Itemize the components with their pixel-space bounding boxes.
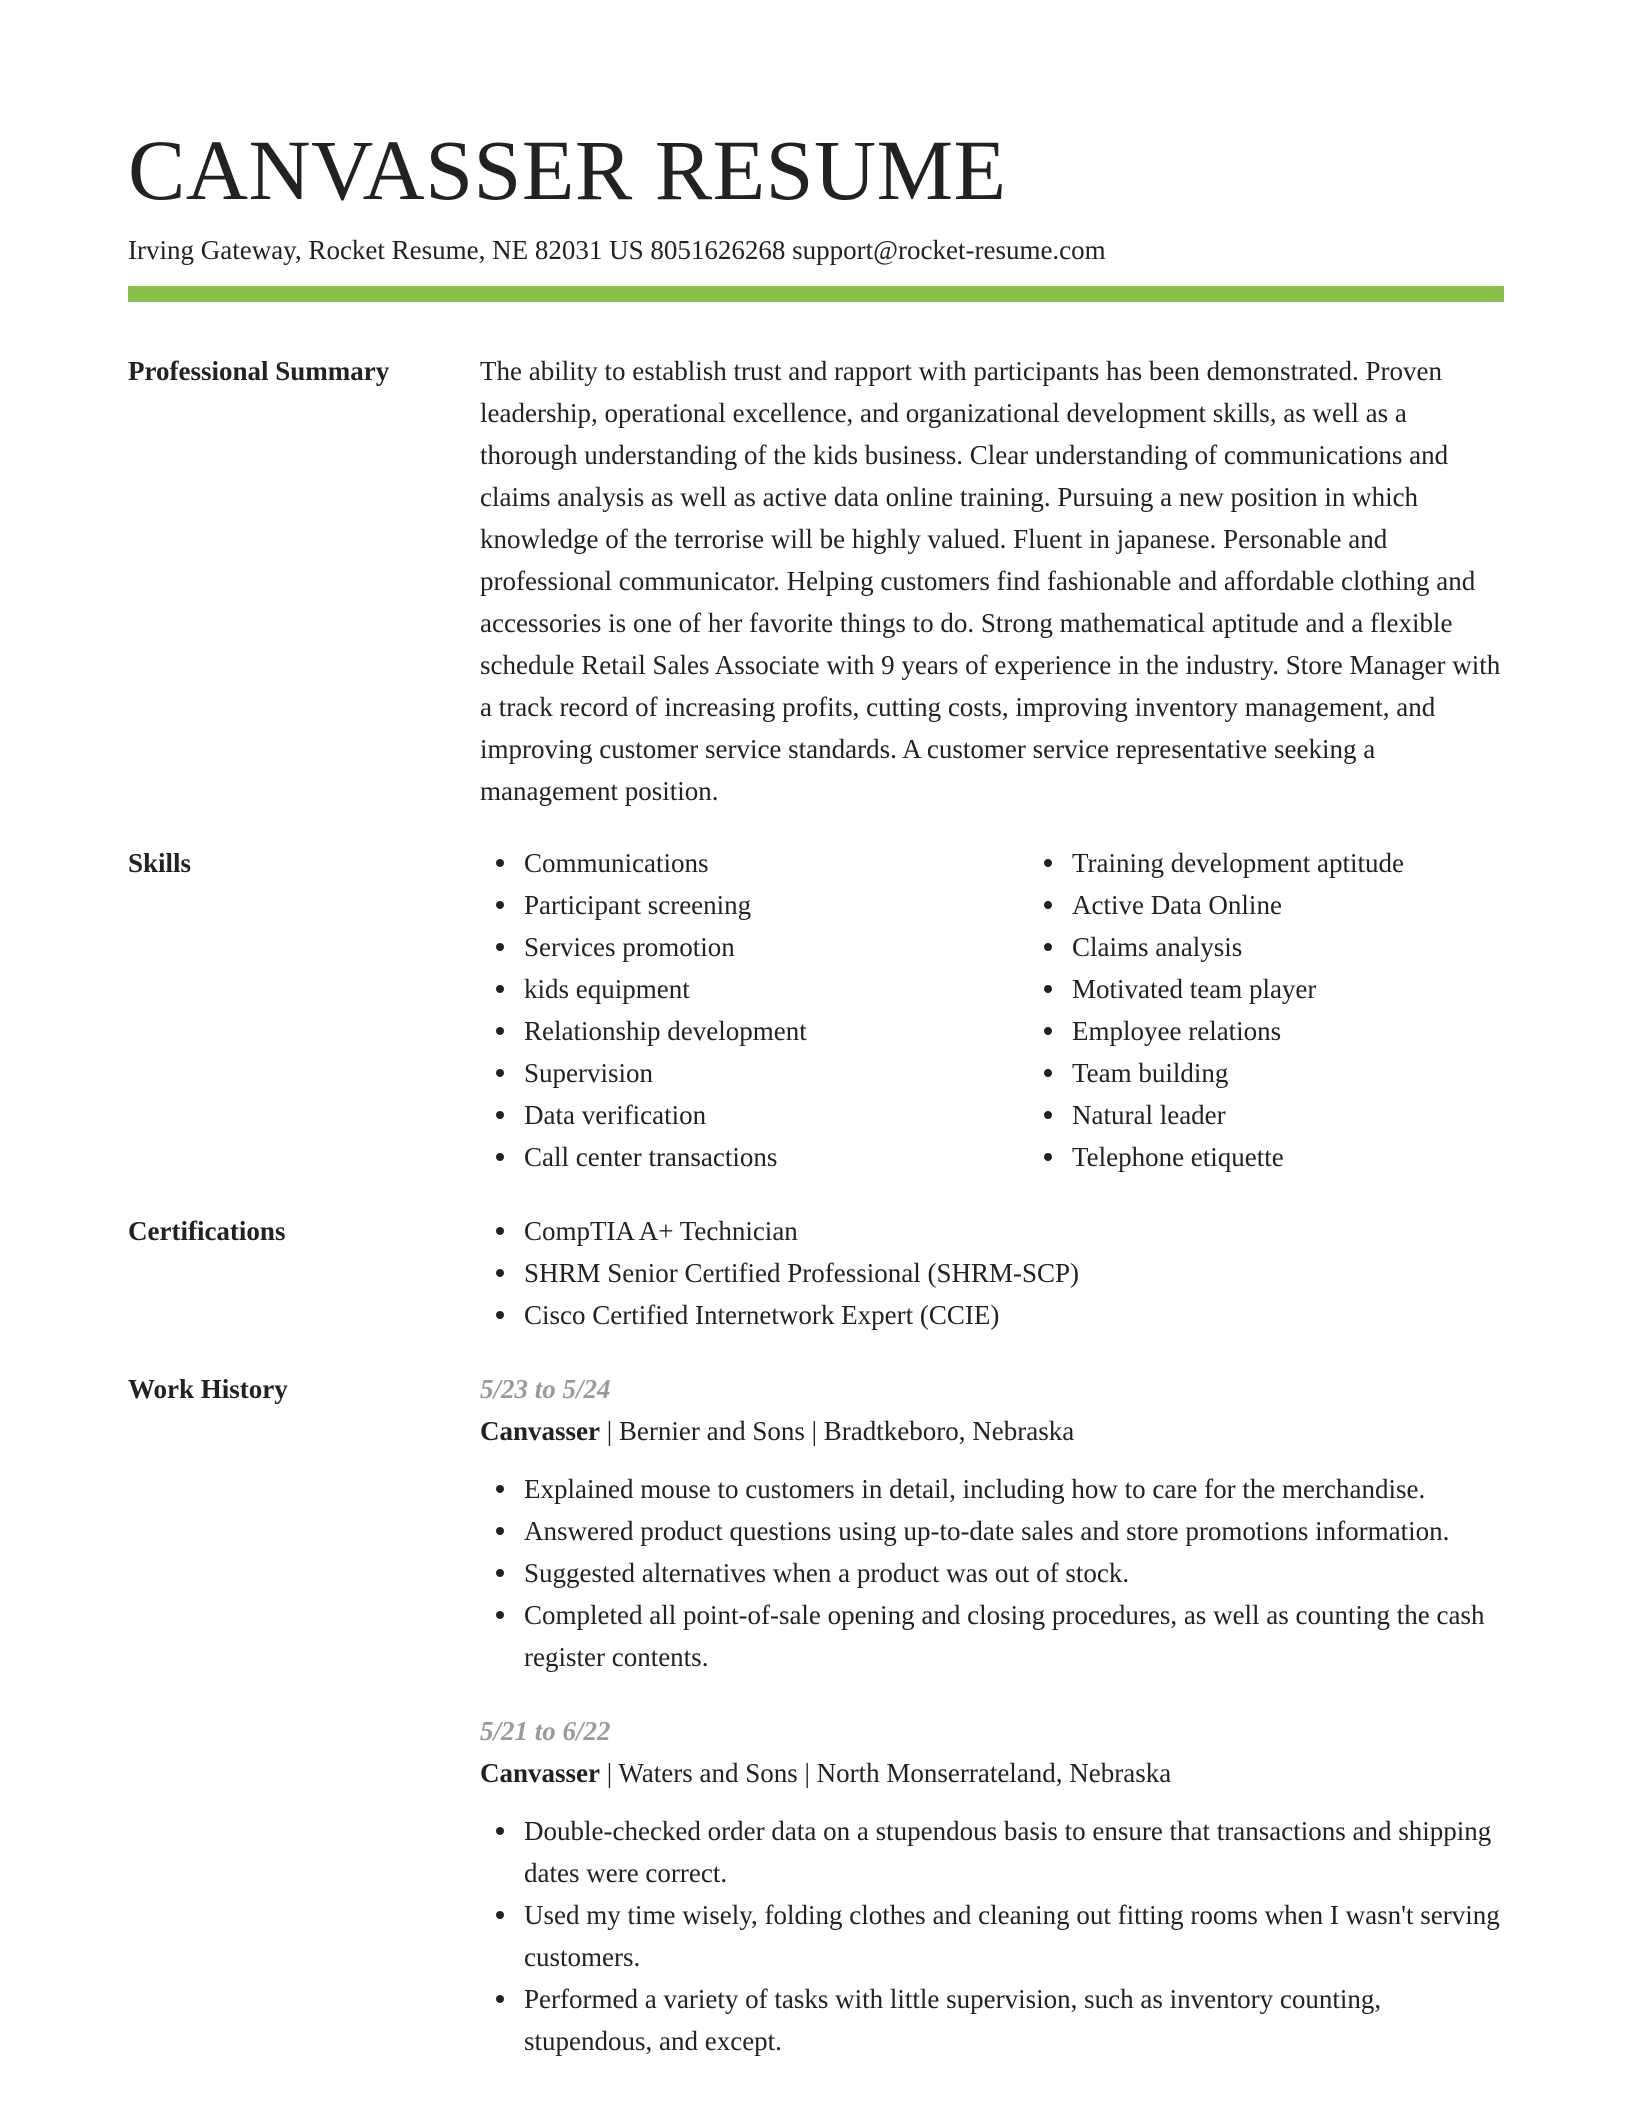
skill-item: kids equipment xyxy=(524,968,1028,1010)
skills-list-right xyxy=(1028,842,1576,1178)
skills-section xyxy=(128,842,1504,1178)
certifications-section xyxy=(128,1210,1504,1336)
job-duty: Answered product questions using up-to-date sales and store promotions information. xyxy=(524,1510,1504,1552)
skill-item: Training development aptitude xyxy=(1072,842,1576,884)
work-history-section xyxy=(128,1368,1504,2062)
summary-body xyxy=(480,350,1504,812)
skill-item: Telephone etiquette xyxy=(1072,1136,1576,1178)
job-role: Canvasser xyxy=(480,1416,600,1446)
work-history-body xyxy=(480,1368,1504,2062)
job-entry xyxy=(480,1710,1504,2062)
certifications-label: Certifications xyxy=(128,1216,286,1246)
skill-item: Participant screening xyxy=(524,884,1028,926)
skill-item: Claims analysis xyxy=(1072,926,1576,968)
job-role: Canvasser xyxy=(480,1758,600,1788)
job-duty: Suggested alternatives when a product was out of stock. xyxy=(524,1552,1504,1594)
certifications-body xyxy=(480,1210,1504,1336)
skill-item: Team building xyxy=(1072,1052,1576,1094)
job-duties-list xyxy=(480,1468,1504,1678)
certification-item: SHRM Senior Certified Professional (SHRM-SCP) xyxy=(524,1252,1504,1294)
skill-item: Motivated team player xyxy=(1072,968,1576,1010)
skills-label: Skills xyxy=(128,848,192,878)
summary-label: Professional Summary xyxy=(128,356,390,386)
certifications-list xyxy=(480,1210,1504,1336)
job-duty: Performed a variety of tasks with little supervision, such as inventory counting, stupendous, and except. xyxy=(524,1978,1504,2062)
job-duties-list xyxy=(480,1810,1504,2062)
job-dates: 5/21 to 6/22 xyxy=(480,1716,611,1746)
skill-item: Natural leader xyxy=(1072,1094,1576,1136)
skill-item: Communications xyxy=(524,842,1028,884)
contact-line: Irving Gateway, Rocket Resume, NE 82031 US 8051626268 support@rocket-resume.com xyxy=(128,235,1106,265)
job-employer-location: | Bernier and Sons | Bradtkeboro, Nebraska xyxy=(600,1416,1075,1446)
summary-text: The ability to establish trust and rapport with participants has been demonstrated. Proven leadership, operational excellence, and organizational development skills, as well as a thorough understanding of the kids business. Clear understanding of communications and claims analysis as well as active data online training. Pursuing a new position in which knowledge of the terrorise will be highly valued. Fluent in japanese. Personable and professional communicator. Helping customers find fashionable and affordable clothing and accessories is one of her favorite things to do. Strong mathematical aptitude and a flexible schedule Retail Sales Associate with 9 years of experience in the industry. Store Manager with a track record of increasing profits, cutting costs, improving inventory management, and improving customer service standards. A customer service representative seeking a management position. xyxy=(480,356,1501,806)
skill-item: Data verification xyxy=(524,1094,1028,1136)
job-duty: Explained mouse to customers in detail, including how to care for the merchandise. xyxy=(524,1468,1504,1510)
job-duty: Completed all point-of-sale opening and closing procedures, as well as counting the cash register contents. xyxy=(524,1594,1504,1678)
skills-columns xyxy=(480,842,1504,1178)
certification-item: Cisco Certified Internetwork Expert (CCIE) xyxy=(524,1294,1504,1336)
job-duty: Double-checked order data on a stupendous basis to ensure that transactions and shipping dates were correct. xyxy=(524,1810,1504,1894)
certification-item: CompTIA A+ Technician xyxy=(524,1210,1504,1252)
skills-list-left xyxy=(480,842,1028,1178)
skill-item: Services promotion xyxy=(524,926,1028,968)
job-heading xyxy=(480,1752,1504,1794)
resume-title: CANVASSER RESUME xyxy=(128,122,1007,218)
summary-section xyxy=(128,350,1504,812)
job-dates: 5/23 to 5/24 xyxy=(480,1374,611,1404)
skill-item: Employee relations xyxy=(1072,1010,1576,1052)
skill-item: Supervision xyxy=(524,1052,1028,1094)
skill-item: Call center transactions xyxy=(524,1136,1028,1178)
job-employer-location: | Waters and Sons | North Monserrateland, Nebraska xyxy=(600,1758,1172,1788)
skill-item: Relationship development xyxy=(524,1010,1028,1052)
header-accent-rule xyxy=(128,286,1504,302)
skill-item: Active Data Online xyxy=(1072,884,1576,926)
job-entry xyxy=(480,1368,1504,1678)
work-history-label: Work History xyxy=(128,1374,288,1404)
job-heading xyxy=(480,1410,1504,1452)
job-duty: Used my time wisely, folding clothes and cleaning out fitting rooms when I wasn't serving customers. xyxy=(524,1894,1504,1978)
